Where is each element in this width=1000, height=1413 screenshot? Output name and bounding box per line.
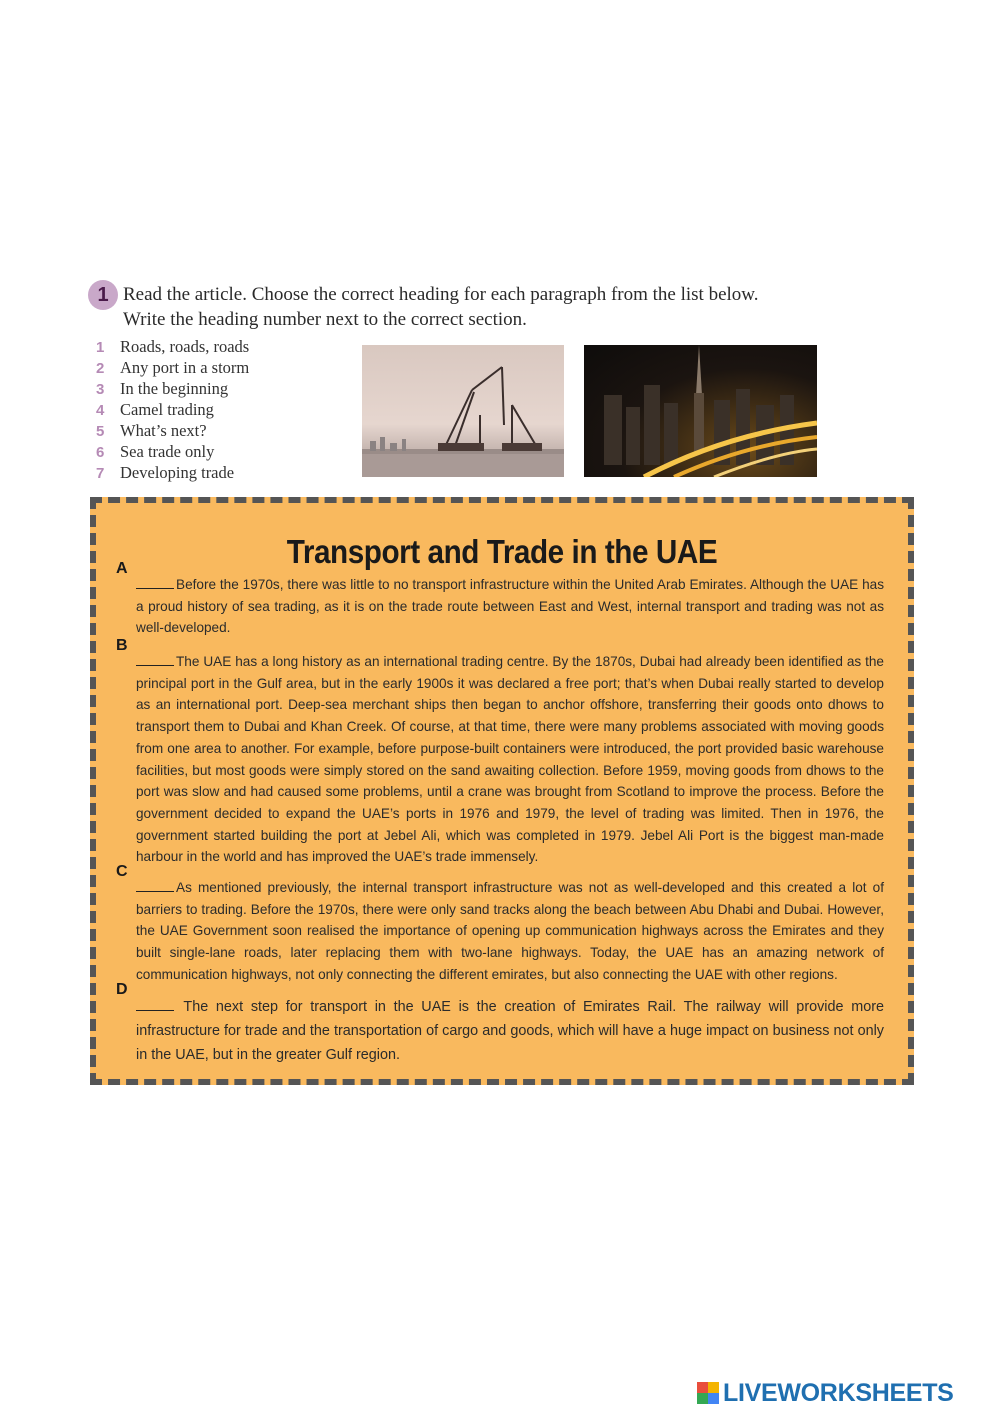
paragraph-body: The UAE has a long history as an international trading centre. By the 1870s, Dubai had already been identified as the principal port in the Gulf area, but in the early 1900s it was declared a free port; that’s when Dubai really started to develop as an international port. Deep-sea merchant ships then began to anchor offshore, transferring their goods onto dhows to transport them to Dubai and Khan Creek. Of course, at that time, there were many problems associated with moving goods from one area to another. For example, before purpose-built containers were introduced, the port provided basic warehouse facilities, but most goods were simply stored on the sand awaiting collection. Before 1959, moving goods from dhows to the port was slow and had caused some problems, until a crane was brought from Scotland to improve the process. Before the government decided to expand the UAE’s ports in 1976 and 1979, the level of trading was limited. Then in 1976, the government started building the port at Jebel Ali, which was completed in 1979. Jebel Ali Port is the biggest man-made harbour in the world and has improved the UAE’s trade immensely. — [136, 654, 884, 865]
paragraph-letter: C — [116, 863, 128, 880]
brand-logo-square — [708, 1393, 719, 1404]
port-crane-photo — [362, 345, 564, 477]
liveworksheets-logo — [697, 1378, 954, 1408]
heading-text: In the beginning — [120, 379, 229, 398]
answer-blank[interactable] — [136, 653, 174, 666]
paragraph-text — [136, 651, 884, 868]
paragraph-a — [116, 560, 884, 639]
heading-text: Any port in a storm — [120, 358, 250, 377]
heading-text: Developing trade — [120, 463, 235, 482]
article-title: Transport and Trade in the UAE — [286, 533, 718, 570]
heading-number: 3 — [96, 381, 105, 398]
heading-item — [96, 421, 249, 442]
heading-text: Roads, roads, roads — [120, 337, 250, 356]
heading-text: Camel trading — [120, 400, 214, 419]
heading-number: 1 — [96, 339, 105, 356]
heading-item — [96, 463, 249, 484]
paragraph-body: Before the 1970s, there was little to no transport infrastructure within the United Arab Emirates. Although the UAE has a proud history of sea trading, as it is on the trade route between East and West, internal transport and trading was not as well-developed. — [136, 577, 884, 636]
paragraph-b — [116, 637, 884, 868]
brand-text: LIVEWORKSHEETS — [723, 1378, 954, 1407]
task-text-line-2: Write the heading number next to the correct section. — [123, 309, 527, 330]
heading-item — [96, 379, 249, 400]
paragraph-c — [116, 863, 884, 986]
answer-blank[interactable] — [136, 879, 174, 892]
paragraph-text — [136, 995, 884, 1067]
heading-item — [96, 400, 249, 421]
heading-list — [96, 337, 249, 484]
answer-blank[interactable] — [136, 576, 174, 589]
task-number-badge: 1 — [88, 280, 118, 310]
heading-text: Sea trade only — [120, 442, 215, 461]
paragraph-letter: D — [116, 981, 128, 998]
task-text-line-1: Read the article. Choose the correct heading for each paragraph from the list below. — [123, 284, 759, 305]
dubai-night-photo — [584, 345, 817, 477]
paragraph-text — [136, 877, 884, 986]
paragraph-text — [136, 574, 884, 639]
paragraph-body: The next step for transport in the UAE is the creation of Emirates Rail. The railway will provide more infrastructure for trade and the transportation of cargo and goods, which will have a huge impact on business not only in the UAE, but in the greater Gulf region. — [136, 999, 884, 1063]
paragraph-letter: B — [116, 637, 128, 654]
heading-number: 5 — [96, 423, 105, 440]
heading-text: What’s next? — [120, 421, 207, 440]
brand-logo-square — [708, 1382, 719, 1393]
brand-logo-square — [697, 1382, 708, 1393]
heading-number: 7 — [96, 465, 105, 482]
crane-illustration — [362, 345, 564, 477]
city-illustration — [584, 345, 817, 477]
heading-number: 2 — [96, 360, 105, 377]
heading-number: 6 — [96, 444, 105, 461]
article-box — [90, 497, 914, 1085]
brand-logo-square — [697, 1393, 708, 1404]
heading-item — [96, 358, 249, 379]
paragraph-letter: A — [116, 560, 128, 577]
brand-logo-icon — [697, 1382, 719, 1404]
answer-blank[interactable] — [136, 998, 174, 1011]
heading-item — [96, 337, 249, 358]
heading-item — [96, 442, 249, 463]
heading-number: 4 — [96, 402, 105, 419]
paragraph-d — [116, 981, 884, 1067]
paragraph-body: As mentioned previously, the internal transport infrastructure was not as well-developed and this created a lot of barriers to trading. Before the 1970s, there were only sand tracks along the beach between Abu Dhabi and Dubai. However, the UAE Government soon realised the importance of opening up communication highways across the Emirates and they built single-lane roads, later replacing them with two-lane highways. Today, the UAE has an amazing network of communication highways, not only connecting the different emirates, but also connecting the UAE with other regions. — [136, 880, 884, 982]
